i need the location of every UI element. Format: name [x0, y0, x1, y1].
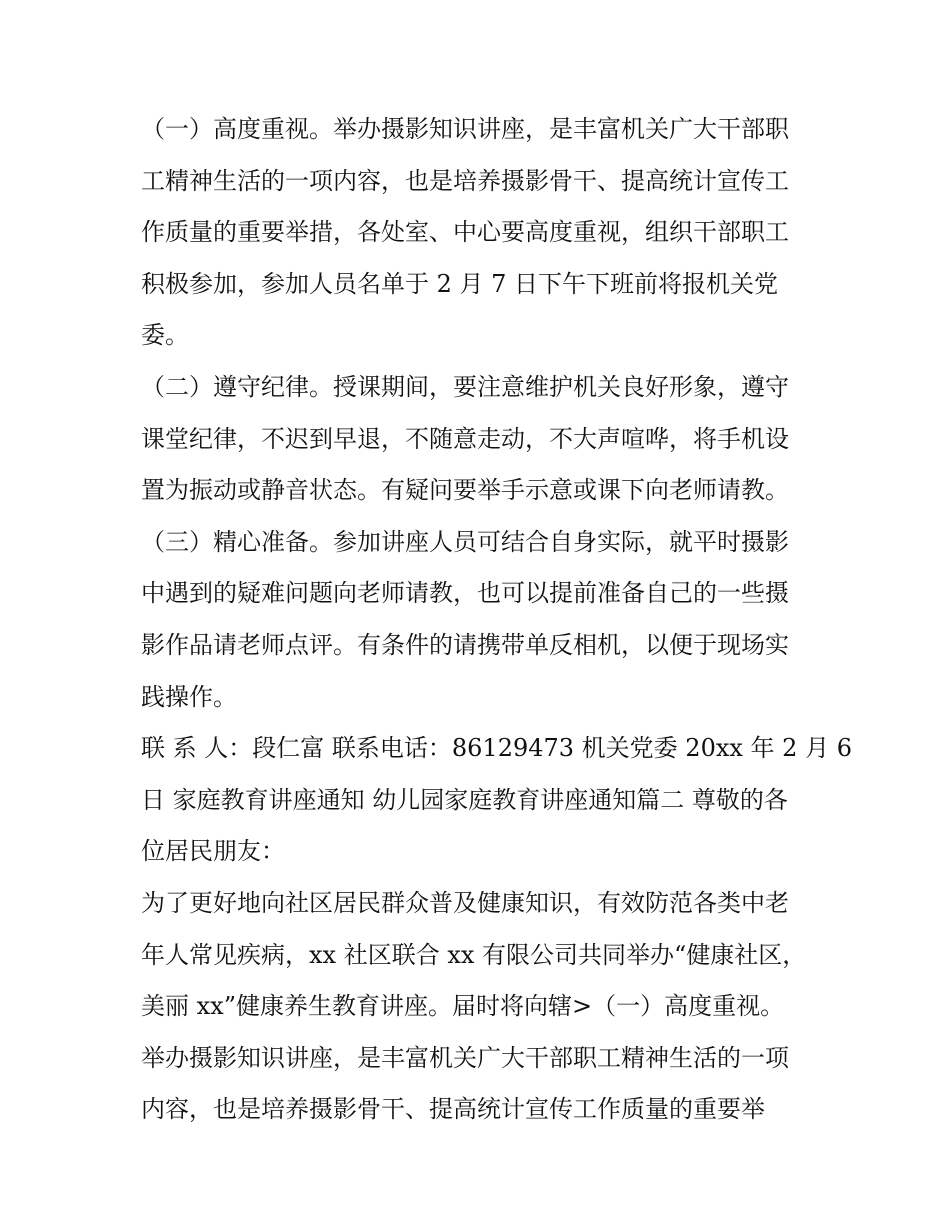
- text-line: 课堂纪律，不迟到早退，不随意走动，不大声喧哗，将手机设: [141, 424, 789, 453]
- document-body: [141, 104, 852, 1136]
- text-line: 日 家庭教育讲座通知 幼儿园家庭教育讲座通知篇二 尊敬的各: [141, 785, 788, 814]
- text-line: 践操作。: [141, 682, 237, 711]
- text-line: 年人常见疾病，xx 社区联合 xx 有限公司共同举办“健康社区，: [141, 940, 807, 969]
- text-line: 中遇到的疑难问题向老师请教，也可以提前准备自己的一些摄: [141, 579, 789, 608]
- text-line: 委。: [141, 321, 189, 350]
- text-line: （二）遵守纪律。授课期间，要注意维护机关良好形象，遵守: [141, 372, 789, 401]
- text-line: 美丽 xx”健康养生教育讲座。届时将向辖>（一）高度重视。: [141, 992, 785, 1021]
- text-line: 内容，也是培养摄影骨干、提高统计宣传工作质量的重要举: [141, 1095, 765, 1124]
- text-line: （一）高度重视。举办摄影知识讲座，是丰富机关广大干部职: [141, 115, 789, 143]
- text-line: （三）精心准备。参加讲座人员可结合自身实际，就平时摄影: [141, 527, 789, 556]
- text-line: 举办摄影知识讲座，是丰富机关广大干部职工精神生活的一项: [141, 1043, 789, 1072]
- text-line: 积极参加，参加人员名单于 2 月 7 日下午下班前将报机关党: [141, 269, 779, 298]
- text-line: 影作品请老师点评。有条件的请携带单反相机，以便于现场实: [141, 630, 789, 659]
- text-line: 置为振动或静音状态。有疑问要举手示意或课下向老师请教。: [141, 476, 789, 505]
- text-line: 为了更好地向社区居民群众普及健康知识，有效防范各类中老: [141, 888, 789, 917]
- text-line: 联 系 人：段仁富 联系电话：86129473 机关党委 20xx 年 2 月 6: [141, 734, 852, 763]
- text-line: 作质量的重要举措，各处室、中心要高度重视，组织干部职工: [141, 218, 789, 247]
- text-line: 工精神生活的一项内容，也是培养摄影骨干、提高统计宣传工: [141, 166, 789, 195]
- text-line: 位居民朋友：: [141, 837, 285, 866]
